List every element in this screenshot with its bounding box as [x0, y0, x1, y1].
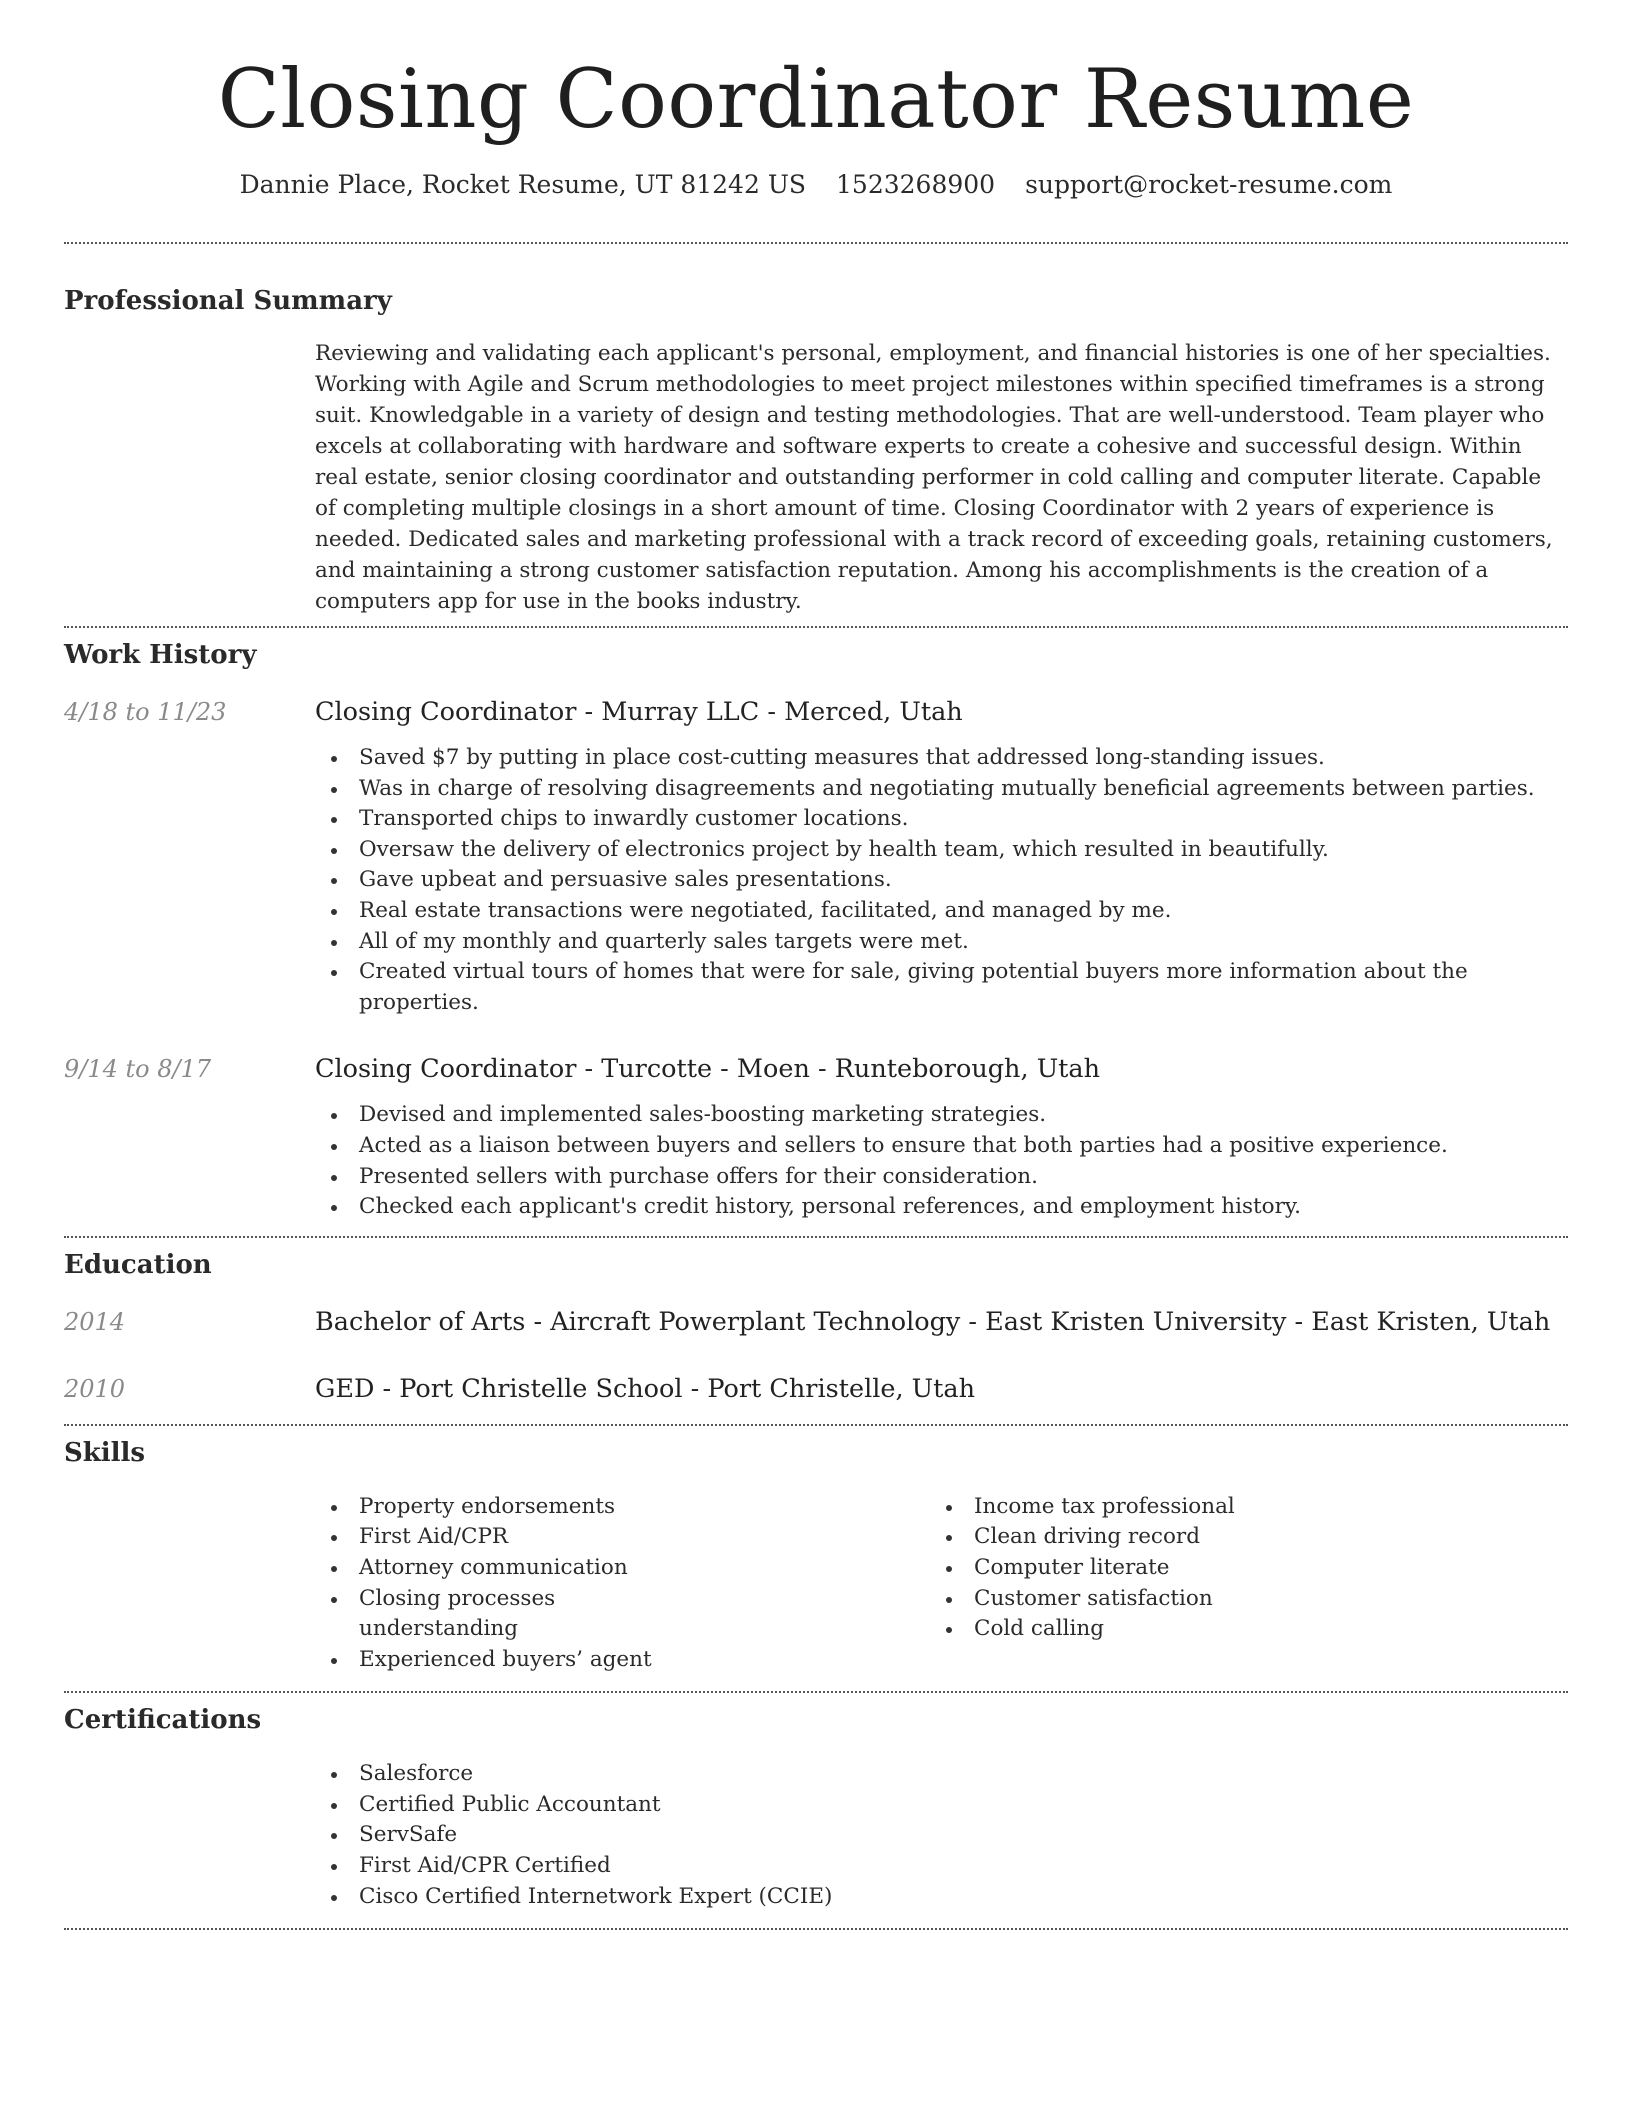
- divider: [64, 242, 1568, 244]
- list-item: Saved $7 by putting in place cost-cutting measures that addressed long-standing issues.: [359, 743, 1568, 774]
- section-title-work-history: Work History: [64, 640, 257, 670]
- job-bullets: [64, 743, 1568, 1018]
- divider: [64, 1928, 1568, 1930]
- contact-phone: 1523268900: [836, 170, 996, 199]
- summary-section: [64, 284, 1568, 617]
- education-entry: [64, 1305, 1568, 1339]
- work-history-section: [64, 638, 1568, 1223]
- list-item: Attorney communication: [359, 1553, 679, 1584]
- skills-columns: [64, 1492, 1568, 1676]
- education-heading: GED - Port Christelle School - Port Christelle, Utah: [315, 1373, 976, 1404]
- list-item: Created virtual tours of homes that were for sale, giving potential buyers more information about the properties.: [359, 957, 1568, 1018]
- list-item: Real estate transactions were negotiated, facilitated, and managed by me.: [359, 896, 1568, 927]
- job-bullets: [64, 1100, 1568, 1222]
- list-item: Oversaw the delivery of electronics project by health team, which resulted in beautifully.: [359, 835, 1568, 866]
- section-title-education: Education: [64, 1249, 212, 1280]
- list-item: Experienced buyers’ agent: [359, 1645, 679, 1676]
- job-heading: Closing Coordinator - Murray LLC - Merced, Utah: [315, 697, 963, 727]
- list-item: Checked each applicant's credit history, personal references, and employment history.: [359, 1192, 1568, 1223]
- list-item: Customer satisfaction: [974, 1584, 1294, 1615]
- section-title-summary: Professional Summary: [64, 286, 392, 316]
- list-item: Income tax professional: [974, 1492, 1294, 1523]
- list-item: Closing processes understanding: [359, 1584, 679, 1645]
- divider: [64, 1424, 1568, 1426]
- divider: [64, 1691, 1568, 1693]
- list-item: Salesforce: [359, 1759, 1568, 1790]
- contact-address: Dannie Place, Rocket Resume, UT 81242 US: [239, 170, 807, 199]
- list-item: All of my monthly and quarterly sales targets were met.: [359, 927, 1568, 958]
- list-item: Devised and implemented sales-boosting marketing strategies.: [359, 1100, 1568, 1131]
- list-item: First Aid/CPR: [359, 1522, 679, 1553]
- list-item: Was in charge of resolving disagreements and negotiating mutually beneficial agreements between parties.: [359, 774, 1568, 805]
- section-title-certifications: Certifications: [64, 1705, 262, 1736]
- job-dates: 9/14 to 8/17: [64, 1055, 212, 1084]
- job-dates: 4/18 to 11/23: [64, 698, 227, 726]
- education-heading: Bachelor of Arts - Aircraft Powerplant Technology - East Kristen University - East Kristen, Utah: [315, 1306, 1551, 1337]
- divider: [64, 626, 1568, 628]
- education-year: 2014: [64, 1307, 126, 1336]
- skills-list-right: [679, 1492, 1294, 1676]
- contact-email: support@rocket-resume.com: [1025, 170, 1393, 199]
- list-item: Acted as a liaison between buyers and sellers to ensure that both parties had a positive experience.: [359, 1131, 1568, 1162]
- list-item: Cisco Certified Internetwork Expert (CCIE): [359, 1882, 1568, 1913]
- list-item: Certified Public Accountant: [359, 1790, 1568, 1821]
- list-item: Clean driving record: [974, 1522, 1294, 1553]
- certifications-list: [64, 1759, 1568, 1912]
- list-item: Presented sellers with purchase offers for their consideration.: [359, 1162, 1568, 1193]
- list-item: Computer literate: [974, 1553, 1294, 1584]
- list-item: First Aid/CPR Certified: [359, 1851, 1568, 1882]
- summary-text: Reviewing and validating each applicant's personal, employment, and financial histories is one of her specialties. Working with Agile and Scrum methodologies to meet project milestones within specified timeframes is a strong suit. Knowledgable in a variety of design and testing methodologies. That are well-understood. Team player who excels at collaborating with hardware and software experts to create a cohesive and successful design. Within real estate, senior closing coordinator and outstanding performer in cold calling and computer literate. Capable of completing multiple closings in a short amount of time. Closing Coordinator with 2 years of experience is needed. Dedicated sales and marketing professional with a track record of exceeding goals, retaining customers, and maintaining a strong customer satisfaction reputation. Among his accomplishments is the creation of a computers app for use in the books industry.: [315, 341, 1553, 614]
- resume-page: [64, 0, 1568, 1930]
- list-item: Property endorsements: [359, 1492, 679, 1523]
- skills-list-left: [64, 1492, 679, 1676]
- list-item: Transported chips to inwardly customer locations.: [359, 804, 1568, 835]
- divider: [64, 1236, 1568, 1238]
- education-entry: [64, 1372, 1568, 1406]
- contact-line: [64, 168, 1568, 202]
- resume-title: Closing Coordinator Resume: [217, 53, 1415, 147]
- education-year: 2010: [64, 1374, 126, 1403]
- section-title-skills: Skills: [64, 1437, 146, 1468]
- certifications-section: [64, 1703, 1568, 1912]
- job-entry: [64, 695, 1568, 1018]
- skills-section: [64, 1436, 1568, 1676]
- education-section: [64, 1248, 1568, 1406]
- list-item: Gave upbeat and persuasive sales presentations.: [359, 865, 1568, 896]
- job-heading: Closing Coordinator - Turcotte - Moen - Runteborough, Utah: [315, 1054, 1101, 1085]
- list-item: ServSafe: [359, 1820, 1568, 1851]
- job-entry: [64, 1052, 1568, 1222]
- list-item: Cold calling: [974, 1614, 1294, 1645]
